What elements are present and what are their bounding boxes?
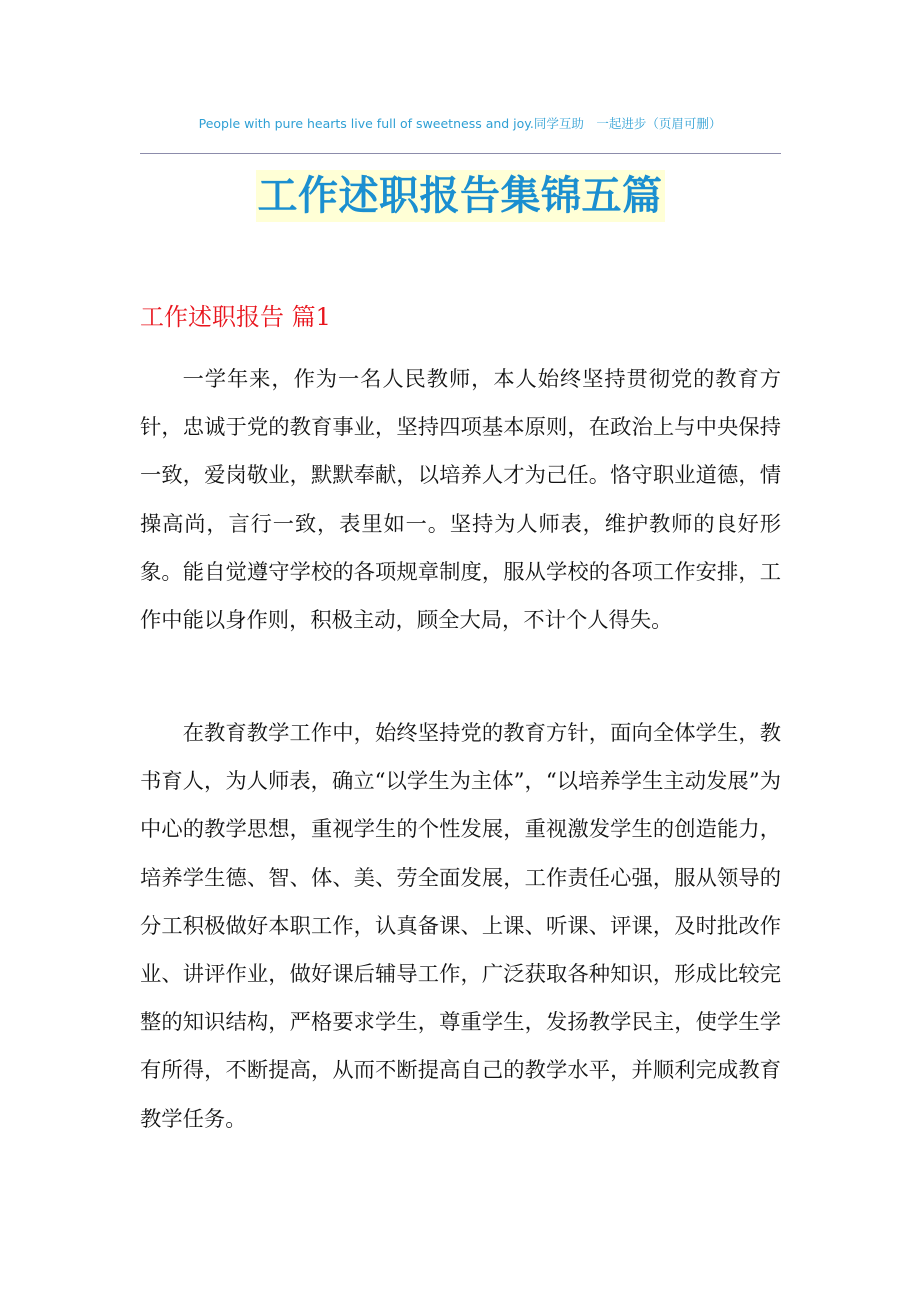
page-header-text: People with pure hearts live full of sweetness and joy.同学互助 一起进步（页眉可删） bbox=[198, 116, 722, 131]
title-container bbox=[0, 170, 920, 222]
section-heading: 工作述职报告 篇1 bbox=[140, 303, 331, 331]
header-divider bbox=[140, 153, 781, 154]
document-title: 工作述职报告集锦五篇 bbox=[256, 170, 665, 222]
body-paragraph-1: 一学年来，作为一名人民教师，本人始终坚持贯彻党的教育方针，忠诚于党的教育事业，坚持四项基本原则，在政治上与中央保持一致，爱岗敬业，默默奉献，以培养人才为己任。恪守职业道德，情操高尚，言行一致，表里如一。坚持为人师表，维护教师的良好形象。能自觉遵守学校的各项规章制度，服从学校的各项工作安排，工作中能以身作则，积极主动，顾全大局，不计个人得失。 bbox=[140, 367, 781, 634]
body-paragraph-2: 在教育教学工作中，始终坚持党的教育方针，面向全体学生，教书育人，为人师表，确立“以学生为主体”，“以培养学生主动发展”为中心的教学思想，重视学生的个性发展，重视激发学生的创造能力，培养学生德、智、体、美、劳全面发展，工作责任心强，服从领导的分工积极做好本职工作，认真备课、上课、听课、评课，及时批改作业、讲评作业，做好课后辅导工作，广泛获取各种知识，形成比较完整的知识结构，严格要求学生，尊重学生，发扬教学民主，使学生学有所得，不断提高，从而不断提高自己的教学水平，并顺利完成教育教学任务。 bbox=[140, 721, 781, 1132]
